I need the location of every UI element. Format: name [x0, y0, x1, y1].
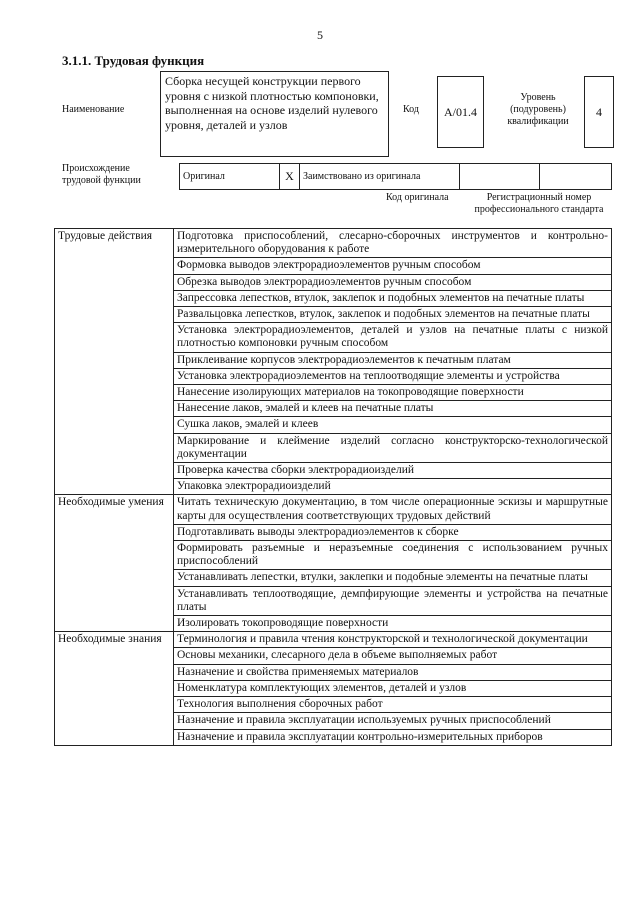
section-category: Трудовые действия — [55, 229, 174, 495]
section-item: Изолировать токопроводящие поверхности — [174, 616, 612, 632]
section-item: Терминология и правила чтения конструкторской и технологической документации — [174, 632, 612, 648]
section-item: Подготовка приспособлений, слесарно-сборочных инструментов и контрольно-измерительного оборудования к работе — [174, 229, 612, 258]
section-item: Назначение и правила эксплуатации используемых ручных приспособлений — [174, 713, 612, 729]
section-item: Приклеивание корпусов электрорадиоэлементов к печатным платам — [174, 352, 612, 368]
function-name-box: Сборка несущей конструкции первого уровня с низкой плотностью компоновки, выполненная на основе изделий нулевого уровня, деталей и узлов — [160, 71, 389, 157]
section-item: Назначение и правила эксплуатации контрольно-измерительных приборов — [174, 729, 612, 745]
section-item: Развальцовка лепестков, втулок, заклепок и подобных элементов на печатные платы — [174, 307, 612, 323]
section-item: Нанесение изолирующих материалов на токопроводящие поверхности — [174, 385, 612, 401]
section-item: Подготавливать выводы электрорадиоэлементов к сборке — [174, 524, 612, 540]
page-number: 5 — [317, 28, 323, 42]
reg-number-label: Регистрационный номер профессионального стандарта — [474, 192, 604, 215]
section-item: Маркирование и клеймение изделий согласно конструкторско-технологической документации — [174, 433, 612, 462]
level-value-box: 4 — [584, 76, 614, 148]
section-item: Установка электрорадиоэлементов, деталей и узлов на печатные платы с низкой плотностью компоновки ручным способом — [174, 323, 612, 352]
code-label: Код — [403, 104, 419, 115]
code-original-cell — [459, 163, 540, 190]
section-item: Формовка выводов электрорадиоэлементов ручным способом — [174, 258, 612, 274]
table-row — [55, 229, 612, 258]
function-table-body — [55, 229, 612, 746]
section-item: Установка электрорадиоэлементов на теплоотводящие элементы и устройства — [174, 368, 612, 384]
section-item: Обрезка выводов электрорадиоэлементов ручным способом — [174, 274, 612, 290]
section-item: Номенклатура комплектующих элементов, деталей и узлов — [174, 680, 612, 696]
code-value-box: А/01.4 — [437, 76, 484, 148]
section-item: Проверка качества сборки электрорадиоизделий — [174, 463, 612, 479]
section-item: Основы механики, слесарного дела в объеме выполняемых работ — [174, 648, 612, 664]
section-title: 3.1.1. Трудовая функция — [62, 53, 205, 68]
section-item: Устанавливать теплоотводящие, демпфирующие элементы и устройства на печатные платы — [174, 586, 612, 615]
section-category: Необходимые знания — [55, 632, 174, 745]
section-item: Упаковка электрорадиоизделий — [174, 479, 612, 495]
origin-label: Происхождение трудовой функции — [62, 163, 141, 186]
original-mark-cell: X — [279, 163, 300, 190]
section-item: Нанесение лаков, эмалей и клеев на печатные платы — [174, 401, 612, 417]
borrowed-cell: Заимствовано из оригинала — [299, 163, 460, 190]
table-row — [55, 632, 612, 648]
section-item: Назначение и свойства применяемых материалов — [174, 664, 612, 680]
reg-number-cell — [539, 163, 612, 190]
origin-grid — [180, 163, 612, 190]
section-item: Устанавливать лепестки, втулки, заклепки и подобные элементы на печатные платы — [174, 570, 612, 586]
level-label: Уровень (подуровень) квалификации — [507, 92, 569, 127]
section-item: Читать техническую документацию, в том числе операционные эскизы и маршрутные карты для осуществления соответствующих трудовых действий — [174, 495, 612, 524]
code-original-label: Код оригинала — [386, 192, 449, 203]
section-item: Технология выполнения сборочных работ — [174, 697, 612, 713]
section-category: Необходимые умения — [55, 495, 174, 632]
section-item: Сушка лаков, эмалей и клеев — [174, 417, 612, 433]
original-cell: Оригинал — [179, 163, 280, 190]
section-item: Формировать разъемные и неразъемные соединения с использованием ручных приспособлений — [174, 541, 612, 570]
name-label: Наименование — [62, 104, 125, 115]
table-row — [55, 495, 612, 524]
section-item: Запрессовка лепестков, втулок, заклепок и подобных элементов на печатные платы — [174, 290, 612, 306]
function-table — [54, 228, 612, 746]
